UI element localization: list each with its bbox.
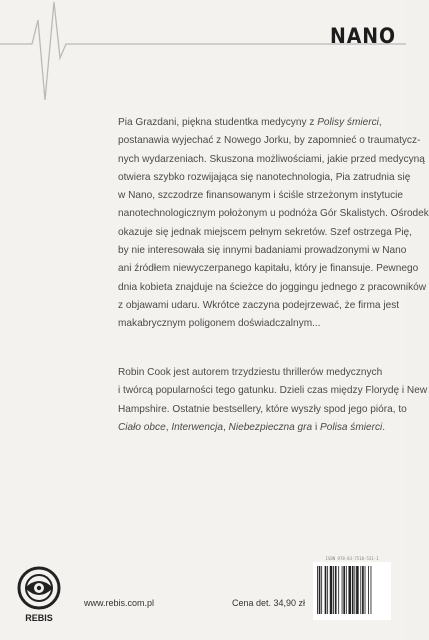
author-line: i twórcą popularności tego gatunku. Dzieli czas między Florydę i New bbox=[118, 385, 428, 397]
barcode-bar bbox=[333, 566, 334, 614]
book-title: NANO bbox=[330, 24, 396, 48]
author-line: Robin Cook jest autorem trzydziestu thrillerów medycznych bbox=[118, 367, 383, 378]
barcode-bar bbox=[348, 566, 351, 614]
italic-title: Polisy śmierci bbox=[317, 117, 379, 128]
author-paragraph bbox=[118, 364, 428, 437]
price-label: Cena det. 34,90 zł bbox=[232, 598, 306, 608]
barcode-bar bbox=[319, 566, 321, 614]
barcode-bar bbox=[342, 566, 343, 614]
barcode bbox=[313, 558, 391, 622]
author-line: Hampshire. Ostatnie bestsellery, które wyszły spod jego pióra, to bbox=[118, 403, 407, 415]
publisher-name: REBIS bbox=[25, 613, 53, 623]
barcode-bar bbox=[327, 566, 328, 614]
barcode-bar bbox=[365, 566, 366, 614]
barcode-bar bbox=[356, 566, 359, 614]
blurb-line: postanawia wyjechać z Nowego Jorku, by zapomnieć o traumatycz- bbox=[118, 135, 421, 147]
book-title-ref: Ciało obce bbox=[118, 421, 166, 433]
barcode-bar bbox=[321, 566, 322, 614]
barcode-bar bbox=[335, 566, 337, 614]
blurb-line: makabrycznym poligonem doświadczalnym... bbox=[118, 318, 321, 330]
blurb-line: nych wydarzeniach. Skuszona możliwościami, jakie przed medycyną bbox=[118, 153, 425, 165]
blurb-line: ani źródłem niewyczerpanego kapitału, który je finansuje. Pewnego bbox=[118, 263, 419, 275]
barcode-bar bbox=[325, 566, 327, 614]
blurb-line: z objawami udaru. Wkrótce zaczyna podejrzewać, że firma jest bbox=[118, 299, 400, 311]
blurb-line: by nie interesowała się innymi badaniami prowadzonymi w Nano bbox=[118, 245, 407, 257]
barcode-bar bbox=[354, 566, 355, 614]
blurb-line: okazuje się jednak miejscem pełnym sekretów. Szef ostrzega Pię, bbox=[118, 226, 412, 238]
book-title-ref: Niebezpieczna gra bbox=[228, 421, 313, 433]
isbn-text: ISBN 978-83-7510-531-1 bbox=[325, 556, 379, 561]
barcode-bar bbox=[371, 566, 372, 614]
barcode-bar bbox=[346, 566, 347, 614]
book-title-ref: Interwencja bbox=[171, 421, 223, 433]
blurb-line: otwiera szybko rozwijająca się nanotechnologia, Pia zatrudnia się bbox=[118, 171, 411, 183]
barcode-bar bbox=[368, 566, 369, 614]
barcode-bar bbox=[330, 566, 333, 614]
barcode-bar bbox=[362, 566, 364, 614]
blurb-paragraph bbox=[118, 114, 429, 334]
blurb-line: w Nano, szczodrze finansowanym i ściśle strzeżonym instytucie bbox=[118, 190, 403, 202]
barcode-bar bbox=[338, 566, 339, 614]
barcode-bar bbox=[352, 566, 354, 614]
rebis-logo bbox=[14, 566, 64, 626]
author-line-books: Ciało obce, Interwencja, Niebezpieczna gra i Polisa śmierci. bbox=[118, 421, 386, 433]
blurb-line: Pia Grazdani, piękna studentka medycyny z Polisy śmierci, bbox=[118, 117, 382, 128]
blurb-line: nanotechnologicznym położonym u podnóża Gór Skalistych. Ośrodek bbox=[118, 208, 429, 220]
publisher-website[interactable]: www.rebis.com.pl bbox=[84, 598, 155, 608]
barcode-bar bbox=[360, 566, 361, 614]
book-title-ref: Polisa śmierci bbox=[320, 421, 383, 433]
barcode-bar bbox=[317, 566, 318, 614]
barcode-bar bbox=[343, 566, 345, 614]
blurb-line: dnia kobieta znajduje na ścieżce do joggingu jednego z pracowników bbox=[118, 281, 427, 293]
